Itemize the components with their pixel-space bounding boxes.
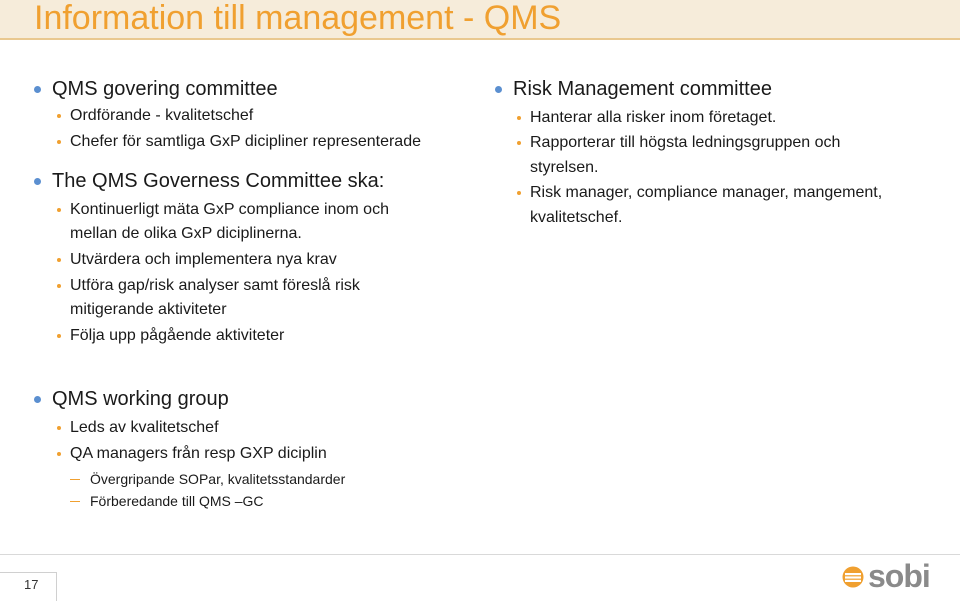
footer-divider (0, 554, 960, 555)
governing-item: Chefer för samtliga GxP dicipliner representerade (70, 130, 421, 154)
sobi-logo (842, 558, 942, 594)
risk-item: Risk manager, compliance manager, mangement, (530, 181, 882, 205)
governess-item-continuation: mitigerande aktiviteter (70, 301, 227, 318)
governess-item: Utföra gap/risk analyser samt föreslå risk (70, 274, 360, 298)
working-group-subitem: Övergripande SOPar, kvalitetsstandarder (90, 468, 345, 490)
governess-item: Utvärdera och implementera nya krav (70, 248, 337, 272)
working-group-subitem: Förberedande till QMS –GC (90, 490, 264, 512)
page-number: 17 (24, 577, 39, 592)
title-divider (0, 38, 960, 40)
risk-item-continuation: kvalitetschef. (530, 209, 623, 226)
sobi-logo-text: sobi (868, 558, 930, 594)
working-group-heading: QMS working group (52, 388, 229, 410)
risk-item: Hanterar alla risker inom företaget. (530, 106, 776, 130)
governess-item: Kontinuerligt mäta GxP compliance inom och (70, 198, 389, 222)
sobi-logo-mark-icon (842, 566, 864, 588)
risk-heading: Risk Management committee (513, 78, 772, 100)
working-group-item: QA managers från resp GXP diciplin (70, 442, 327, 466)
risk-item: Rapporterar till högsta ledningsgruppen och (530, 131, 840, 155)
risk-item-continuation: styrelsen. (530, 159, 599, 176)
governess-heading: The QMS Governess Committee ska: (52, 170, 385, 192)
governess-item: Följa upp pågående aktiviteter (70, 324, 284, 348)
governing-item: Ordförande - kvalitetschef (70, 104, 253, 128)
slide-title: Information till management - QMS (34, 0, 562, 37)
working-group-item: Leds av kvalitetschef (70, 416, 219, 440)
governess-item-continuation: mellan de olika GxP diciplinerna. (70, 225, 302, 242)
governing-heading: QMS govering committee (52, 78, 278, 100)
